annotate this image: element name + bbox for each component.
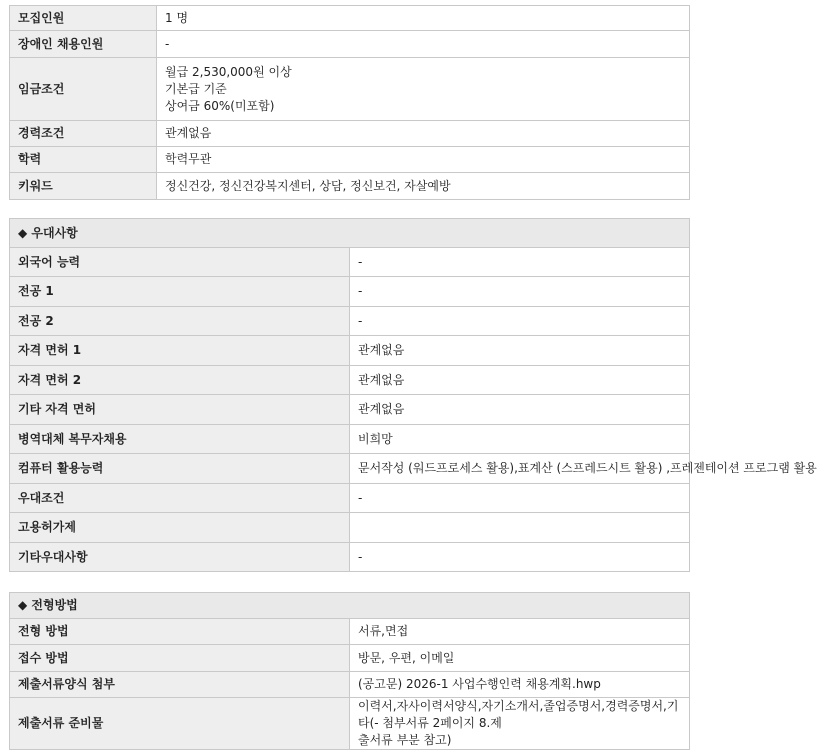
row-label-education: 학력 xyxy=(10,147,157,173)
row-value-recruit-count: 1 명 xyxy=(157,6,690,31)
row-value: 문서작성 (워드프로세스 활용),표계산 (스프레드시트 활용) ,프레젠테이션 프로그램 활용 xyxy=(350,454,690,484)
row-label: 병역대체 복무자채용 xyxy=(10,425,350,454)
row-label-career: 경력조건 xyxy=(10,121,157,147)
table-row xyxy=(10,307,690,336)
section-header xyxy=(10,593,690,619)
row-value: 관계없음 xyxy=(350,395,690,425)
section-header xyxy=(10,219,690,248)
table-row xyxy=(10,619,690,645)
table-row xyxy=(10,672,690,698)
row-value xyxy=(350,513,690,543)
row-label: 제출서류 준비물 xyxy=(10,698,350,750)
row-value-education: 학력무관 xyxy=(157,147,690,173)
table-row xyxy=(10,31,690,58)
row-value: - xyxy=(350,277,690,307)
row-label-keywords: 키워드 xyxy=(10,173,157,200)
row-label: 고용허가제 xyxy=(10,513,350,543)
table-row xyxy=(10,645,690,672)
section-title-selection: ◆ 전형방법 xyxy=(10,593,690,619)
table-row xyxy=(10,513,690,543)
documents-line: 이력서,자사이력서양식,자기소개서,졸업증명서,경력증명서,기타(- 첨부서류 2페이지 8.제 xyxy=(358,699,679,730)
salary-line: 월급 2,530,000원 이상 xyxy=(165,64,292,79)
row-label: 전공 1 xyxy=(10,277,350,307)
row-label: 전형 방법 xyxy=(10,619,350,645)
row-label-disabled-hiring: 장애인 채용인원 xyxy=(10,31,157,58)
row-label: 기타 자격 면허 xyxy=(10,395,350,425)
table-row xyxy=(10,277,690,307)
row-label: 제출서류양식 첨부 xyxy=(10,672,350,698)
row-value: 방문, 우편, 이메일 xyxy=(350,645,690,672)
table-row xyxy=(10,366,690,395)
table-row xyxy=(10,484,690,513)
table-row xyxy=(10,454,690,484)
selection-table xyxy=(9,592,690,750)
row-label: 컴퓨터 활용능력 xyxy=(10,454,350,484)
row-value: - xyxy=(350,307,690,336)
table-row xyxy=(10,248,690,277)
row-label: 자격 면허 1 xyxy=(10,336,350,366)
table-row xyxy=(10,543,690,572)
row-label-recruit-count: 모집인원 xyxy=(10,6,157,31)
row-value-documents xyxy=(350,698,690,750)
row-value: 서류,면접 xyxy=(350,619,690,645)
row-value-disabled-hiring: - xyxy=(157,31,690,58)
attachment-link[interactable]: (공고문) 2026-1 사업수행인력 채용계획.hwp xyxy=(350,672,690,698)
row-label: 접수 방법 xyxy=(10,645,350,672)
table-row xyxy=(10,58,690,121)
table-row xyxy=(10,121,690,147)
row-label: 외국어 능력 xyxy=(10,248,350,277)
row-value-salary xyxy=(157,58,690,121)
row-value: 관계없음 xyxy=(350,366,690,395)
preference-table xyxy=(9,218,817,572)
table-row xyxy=(10,173,690,200)
table-row xyxy=(10,425,690,454)
row-label: 자격 면허 2 xyxy=(10,366,350,395)
row-value: - xyxy=(350,543,690,572)
documents-line: 출서류 부분 참고) xyxy=(358,733,452,747)
table-row xyxy=(10,147,690,173)
section-title-preference: ◆ 우대사항 xyxy=(10,219,690,248)
row-label: 기타우대사항 xyxy=(10,543,350,572)
row-value: - xyxy=(350,248,690,277)
row-value: 관계없음 xyxy=(350,336,690,366)
table-row xyxy=(10,395,690,425)
table-row xyxy=(10,6,690,31)
table-row xyxy=(10,698,690,750)
table-row xyxy=(10,336,690,366)
row-label: 우대조건 xyxy=(10,484,350,513)
summary-table xyxy=(9,5,690,200)
salary-line: 상여금 60%(미포함) xyxy=(165,98,275,113)
row-label-salary: 임금조건 xyxy=(10,58,157,121)
row-value: - xyxy=(350,484,690,513)
row-value: 비희망 xyxy=(350,425,690,454)
row-label: 전공 2 xyxy=(10,307,350,336)
row-value-career: 관계없음 xyxy=(157,121,690,147)
row-value-keywords: 정신건강, 정신건강복지센터, 상담, 정신보건, 자살예방 xyxy=(157,173,690,200)
salary-line: 기본급 기준 xyxy=(165,81,227,96)
